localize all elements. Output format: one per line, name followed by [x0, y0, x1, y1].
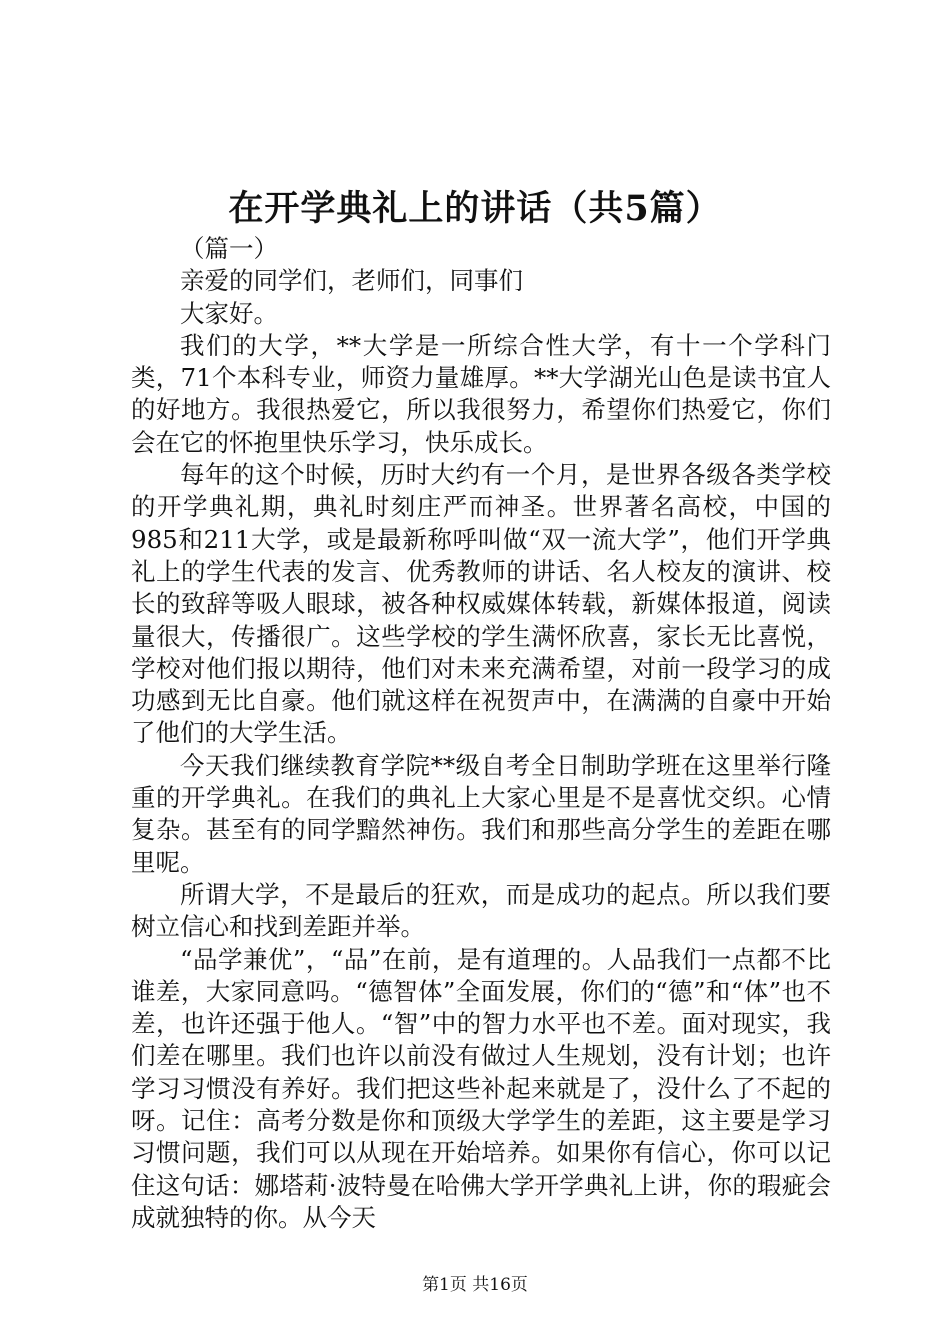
section-label: （篇一）: [180, 234, 278, 263]
salutation: 亲爱的同学们，老师们，同事们: [180, 266, 523, 296]
paragraph: 我们的大学，**大学是一所综合性大学，有十一个学科门类，71个本科专业，师资力量雄厚。**大学湖光山色是读书宜人的好地方。我很热爱它，所以我很努力，希望你们热爱它，你们会在它的怀抱里快乐学习，快乐成长。: [131, 330, 831, 457]
paragraph: “品学兼优”，“品”在前，是有道理的。人品我们一点都不比谁差，大家同意吗。“德智体”全面发展，你们的“德”和“体”也不差，也许还强于他人。“智”中的智力水平也不差。面对现实，我们差在哪里。我们也许以前没有做过人生规划，没有计划；也许学习习惯没有养好。我们把这些补起来就是了，没什么了不起的呀。记住：高考分数是你和顶级大学学生的差距，这主要是学习习惯问题，我们可以从现在开始培养。如果你有信心，你可以记住这句话：娜塔莉·波特曼在哈佛大学开学典礼上讲，你的瑕疵会成就独特的你。从今天: [131, 944, 831, 1232]
document-body: [131, 233, 831, 1234]
page-number-footer: 第1页 共16页: [422, 1275, 528, 1295]
greeting: 大家好。: [180, 298, 278, 328]
paragraph: 每年的这个时候，历时大约有一个月，是世界各级各类学校的开学典礼期，典礼时刻庄严而神圣。世界著名高校，中国的985和211大学，或是最新称呼叫做“双一流大学”，他们开学典礼上的学生代表的发言、优秀教师的讲话、名人校友的演讲、校长的致辞等吸人眼球，被各种权威媒体转载，新媒体报道，阅读量很大，传播很广。这些学校的学生满怀欣喜，家长无比喜悦，学校对他们报以期待，他们对未来充满希望，对前一段学习的成功感到无比自豪。他们就这样在祝贺声中，在满满的自豪中开始了他们的大学生活。: [131, 460, 831, 748]
document-title: 在开学典礼上的讲话（共5篇）: [228, 188, 722, 229]
paragraph: 所谓大学，不是最后的狂欢，而是成功的起点。所以我们要树立信心和找到差距并举。: [131, 879, 831, 942]
paragraph: 今天我们继续教育学院**级自考全日制助学班在这里举行隆重的开学典礼。在我们的典礼上大家心里是不是喜忧交织。心情复杂。甚至有的同学黯然神伤。我们和那些高分学生的差距在哪里呢。: [131, 750, 831, 877]
